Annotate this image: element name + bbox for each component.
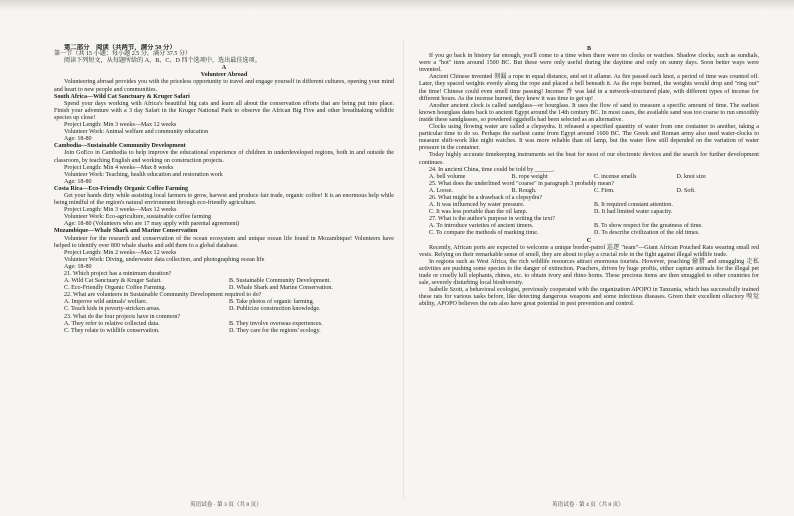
- option-b[interactable]: B. It required constant attention.: [594, 202, 673, 209]
- passage-letter-c: C: [586, 237, 592, 244]
- paragraph: Recently, African ports are expected to welcome a unique border-patrol 巡逻 "team"—Giant African Pouched Rats wearing small red vests. Relying on their remarkable sense of smell, they are about to play a crucial role in the fight against illegal wildlife trade.: [419, 244, 759, 258]
- question-26: 26. What might be a drawback of a clepsydra?: [429, 194, 543, 201]
- option-a[interactable]: A. To introduce varieties of ancient timers.: [429, 223, 534, 230]
- option-d[interactable]: D. Whale Shark and Marine Conservation.: [229, 285, 333, 292]
- passage-letter-b: B: [586, 46, 592, 52]
- option-b[interactable]: B. Rough.: [511, 187, 537, 194]
- option-a[interactable]: A. It was influenced by water pressure.: [429, 202, 525, 209]
- project-heading: Costa Rica—Eco-Friendly Organic Coffee Farming: [54, 185, 189, 192]
- section-subtitle: 第一节（共 15 小题；每小题 2.5 分，满分 37.5 分）: [54, 51, 192, 58]
- paragraph: If you go back in history far enough, you'll come to a time when there were no clocks or watches. Shadow clocks, such as sundials, were a "hot" item around 1500 BC. But these were only useful during the daytime and only on sunny days. Soon better ways were invented.: [419, 53, 759, 74]
- project-age: Age: 18-80: [64, 178, 92, 185]
- project-body: Spend your days working with Africa's beautiful big cats and learn all about the conservation efforts that are being put into place. Finish your adventure with a 3 day Safari in the Kruger National Park to observe the African Big Five and other breathtaking wildlife species up close!: [54, 100, 394, 121]
- project-age: Age: 18-80: [64, 136, 92, 143]
- option-d[interactable]: D. To describe civilization of the old times.: [594, 230, 700, 237]
- option-a[interactable]: A. Wild Cat Sanctuary & Kruger Safari.: [64, 278, 162, 285]
- option-a[interactable]: A. Improve wild animals' welfare.: [64, 299, 148, 306]
- option-a[interactable]: A. Loose.: [429, 187, 453, 194]
- project-work: Volunteer Work: Eco-agriculture, sustainable coffee farming: [64, 214, 212, 221]
- project-heading: South Africa—Wild Cat Sanctuary & Kruger Safari: [54, 93, 190, 100]
- page-footer-left: 英语试卷 · 第 3 页（共 8 页）: [190, 502, 262, 508]
- option-d[interactable]: D. They care for the regions' ecology.: [229, 327, 321, 334]
- option-c[interactable]: C. Firm.: [594, 187, 615, 194]
- intro-paragraph: Volunteering abroad provides you with the priceless opportunity to travel and engage yourself in different cultures, opening your mind and heart to new people and communities.: [54, 79, 394, 93]
- project-heading: Cambodia—Sustainable Community Development: [54, 143, 186, 150]
- option-d[interactable]: D. Publicize construction knowledge.: [229, 306, 321, 313]
- project-heading: Mozambique—Whale Shark and Marine Conservation: [54, 228, 198, 235]
- project-age: Age: 18-80 (Volunteers who are 17 may apply with parental agreement): [64, 221, 240, 228]
- option-c[interactable]: C. They relate to wildlife conservation.: [64, 327, 160, 334]
- option-d[interactable]: D. It had limited water capacity.: [594, 209, 673, 216]
- scan-edge: [0, 0, 794, 10]
- project-work: Volunteer Work: Animal welfare and community education: [64, 129, 209, 136]
- option-d[interactable]: D. Soft.: [676, 187, 696, 194]
- project-work: Volunteer Work: Diving, underwater data collection, and photographing ocean life: [64, 256, 265, 263]
- paragraph: Ancient Chinese invented 刻漏 a rope in equal distance, and set it aflame. As fire passed each knot, a period of time was counted off. Later, they spaced weights evenly along the rope and placed a bell beneath it. As the rope burned, the weights would drop and "ring out" the time! Chinese could even smell time passing! Incense 香 was laid in a network-structured plate, with different types of incense for different hours. As the incense burned, they knew it was time to get up!: [419, 74, 759, 102]
- question-22: 22. What are volunteers in Sustainable Community Development required to do?: [64, 292, 262, 299]
- option-d[interactable]: D. knot size: [676, 173, 706, 180]
- left-page: [54, 44, 394, 492]
- project-length: Project Length: Min 2 weeks—Max 12 weeks: [64, 249, 177, 256]
- option-c[interactable]: C. incense smells: [594, 173, 637, 180]
- option-c[interactable]: C. It was less portable than the oil lamp.: [429, 209, 528, 216]
- question-27: 27. What is the author's purpose in writing the text?: [429, 216, 555, 223]
- section-title: 第二部分 阅读（共两节，满分 50 分）: [64, 44, 176, 51]
- project-age: Age: 18-80: [64, 263, 92, 270]
- project-length: Project Length: Min 3 weeks—Max 12 weeks: [64, 207, 177, 214]
- option-b[interactable]: B. Sustainable Community Development.: [229, 278, 331, 285]
- paragraph: Today highly accurate timekeeping instruments set the beat for most of our electronic devices and the search for further development continues.: [419, 152, 759, 166]
- project-body: Join GoEco in Cambodia to help improve the educational experience of children in underdeveloped regions, both in and outside the classroom, by teaching English and working on construction projects.: [54, 150, 394, 164]
- question-21: 21. Which project has a minimum duration?: [64, 271, 172, 277]
- page-footer-right: 英语试卷 · 第 4 页（共 8 页）: [552, 502, 624, 508]
- option-b[interactable]: B. They involve overseas experiences.: [229, 320, 323, 327]
- paragraph: Another ancient clock is called sandglass—or hourglass. It uses the flow of sand to measure a specific amount of time. The earliest known hourglass dates back to ancient Egypt around the 14th century BC. In most cases, the available sand was too coarse to run smoothly inside these sandglasses, so powdered eggshells had been selected as an alternative.: [419, 102, 759, 123]
- question-23: 23. What do the four projects have in common?: [64, 313, 181, 320]
- question-25: 25. What does the underlined word "coarse" in paragraph 3 probably mean?: [429, 180, 614, 187]
- option-a[interactable]: A. bell volume: [429, 173, 466, 180]
- option-c[interactable]: C. To compare the methods of marking time.: [429, 230, 539, 237]
- paragraph: In regions such as West Africa, the rich wildlife resources attract enormous tourists. However, poaching 偷猎 and smuggling 走私 activities are pushing some species to the danger of extinction. Poachers, driven by huge profits, either capture animals for the illegal pet trade or cruelly kill elephants, rhinos, etc. to obtain ivory and rhino horns. These precious items are then smuggled to other countries for sale, severely disturbing local biodiversity.: [419, 258, 759, 287]
- question-24: 24. In ancient China, time could be told by ______.: [429, 166, 555, 173]
- option-c[interactable]: C. Eco-Friendly Organic Coffee Farming.: [64, 285, 166, 292]
- paragraph: Clocks using flowing water are called a clepsydra. It released a specified quantity of water from one container to another, taking a particular time to do so. Perhaps the earliest came from Egypt around 1600 BC. The Greek and Roman army also used water-clocks to measure shift-work like night watches. It was more reliable than oil lamp, but the water flow still depended on the variation of water pressure in the container.: [419, 124, 759, 152]
- paragraph: Isabelle Szott, a behavioral ecologist, previously cooperated with the organization APOPO in Tanzania, which has successfully trained these rats for various tasks before, like detecting dangerous weapons and some infectious diseases. Given their excellent olfactory 嗅觉 ability, APOPO believes the rats also have great potential in pest prevention and control.: [419, 287, 759, 308]
- option-c[interactable]: C. Teach kids in poverty-stricken areas.: [64, 306, 161, 313]
- project-body: Get your hands dirty while assisting local farmers to grow, harvest and produce fair trade, organic coffee! It is an enormous help while being mindful of the region's natural environment through eco-friendly agriculture.: [54, 192, 394, 207]
- project-body: Volunteer for the research and conservation of the ocean ecosystem and unique ocean life found in Mozambique! Volunteers have helped to identify over 800 whale sharks and add them to a global database.: [54, 235, 394, 249]
- page-divider: [403, 40, 404, 500]
- project-length: Project Length: Min 4 weeks—Max 8 weeks: [64, 164, 174, 171]
- passage-title: Volunteer Abroad: [200, 72, 248, 79]
- option-a[interactable]: A. They refer to relative collected data.: [64, 320, 160, 327]
- instruction: 阅读下列短文，从每题所给的 A、B、C、D 四个选项中，选出最佳选项。: [64, 58, 261, 65]
- project-length: Project Length: Min 3 weeks—Max 12 weeks: [64, 122, 177, 129]
- option-b[interactable]: B. rope weight: [511, 173, 548, 180]
- right-page: [419, 46, 759, 492]
- option-b[interactable]: B. To show respect for the greatness of time.: [594, 223, 703, 230]
- project-work: Volunteer Work: Teaching, health education and restoration work: [64, 171, 223, 178]
- option-b[interactable]: B. Take photos of organic farming.: [229, 299, 315, 306]
- passage-letter-a: A: [221, 65, 227, 72]
